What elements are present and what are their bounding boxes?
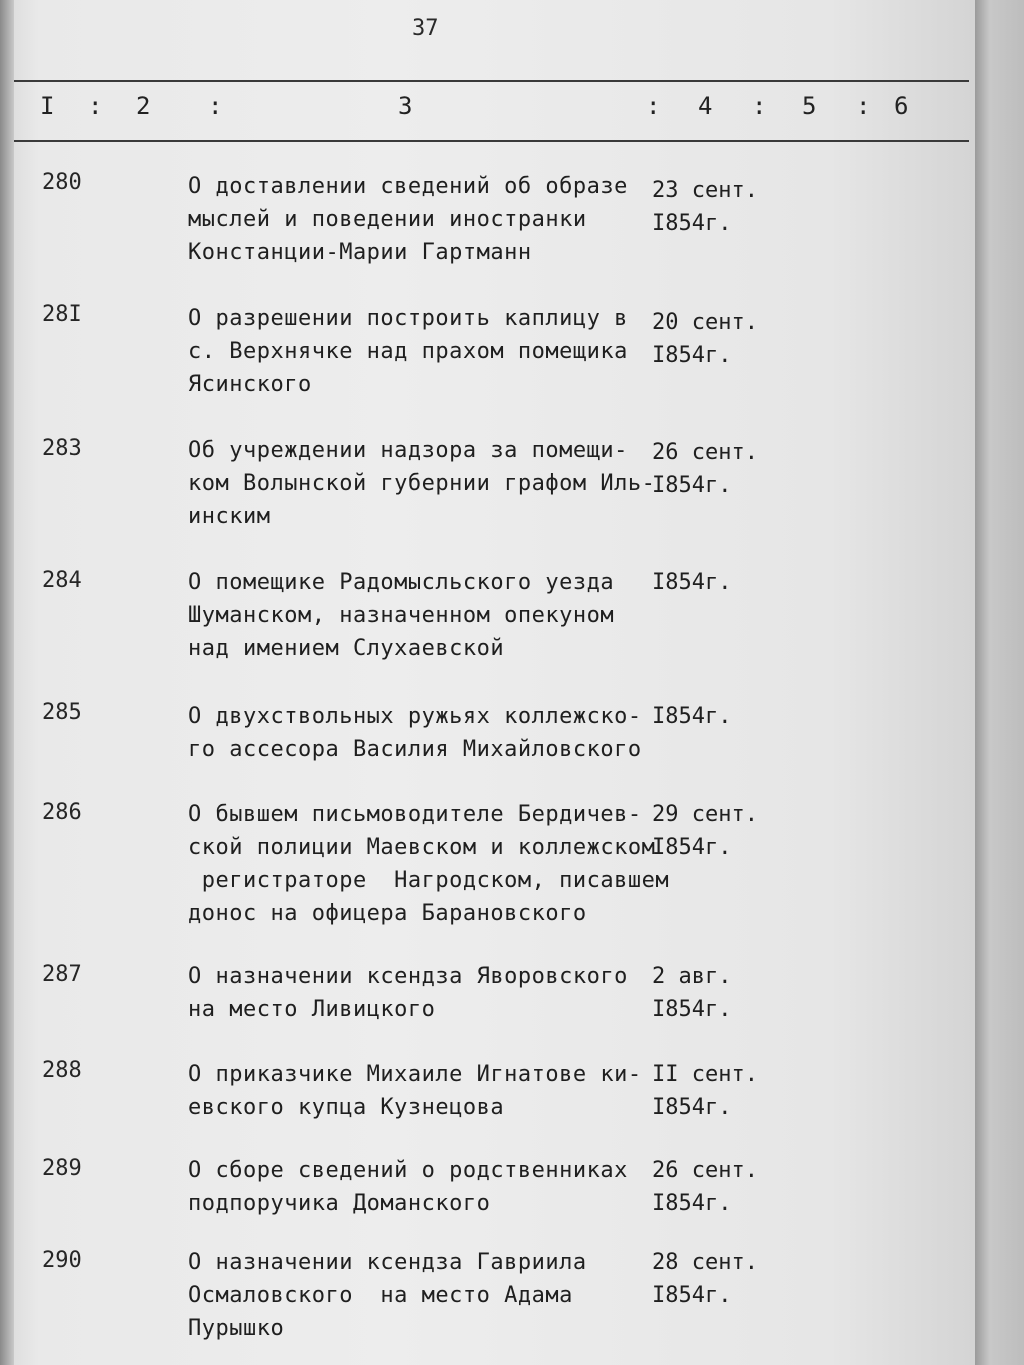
entry-date-line: 2 авг. xyxy=(652,964,732,989)
column-header-2: 2 xyxy=(136,92,151,120)
column-header-1: I xyxy=(40,92,55,120)
column-header-4: 4 xyxy=(698,92,713,120)
entry-title-line: Шуманском, назначенном опекуном xyxy=(188,603,615,628)
header-rule-top xyxy=(14,80,969,82)
entry-title-line: Ясинского xyxy=(188,372,312,397)
entry-title-line: регистраторе Нагродском, писавшем xyxy=(188,868,670,893)
entry-title-line: О доставлении сведений об образе xyxy=(188,174,628,199)
column-separator: : xyxy=(646,92,661,120)
entry-title-line: О приказчике Михаиле Игнатове ки- xyxy=(188,1062,642,1087)
entry-date xyxy=(652,566,731,599)
entry-number: 290 xyxy=(42,1248,82,1273)
entry-title-line: мыслей и поведении иностранки xyxy=(188,207,587,232)
entry-title-line: О назначении ксендза Яворовского xyxy=(188,964,628,989)
entry-title-line: О помещике Радомысльского уезда xyxy=(188,570,615,595)
entry-title-line: подпоручика Доманского xyxy=(188,1191,491,1216)
entry-title-line: Осмаловского на место Адама xyxy=(188,1283,573,1308)
column-separator: : xyxy=(88,92,103,120)
entry-number: 280 xyxy=(42,170,82,195)
entry-number: 283 xyxy=(42,436,82,461)
entry-date-line: 20 сент. xyxy=(652,310,758,335)
entry-title xyxy=(188,1058,642,1124)
entry-date xyxy=(652,174,758,240)
entry-title-line: О разрешении построить каплицу в xyxy=(188,306,628,331)
entry-date-line: 26 сент. xyxy=(652,440,758,465)
entry-title xyxy=(188,302,638,401)
entry-number: 286 xyxy=(42,800,82,825)
entry-title-line: Констанции-Марии Гартманн xyxy=(188,240,532,265)
entry-title-line: инским xyxy=(188,504,271,529)
column-header-3: 3 xyxy=(398,92,413,120)
column-header-6: 6 xyxy=(894,92,909,120)
entry-title-line: Пурышко xyxy=(188,1316,285,1341)
entry-title-line: О бывшем письмоводителе Бердичев- xyxy=(188,802,642,827)
entry-number: 284 xyxy=(42,568,82,593)
entry-title-line: Об учреждении надзора за помещи- xyxy=(188,438,628,463)
entry-date-line: 23 сент. xyxy=(652,178,758,203)
entry-date-line: I854г. xyxy=(652,1283,732,1308)
entry-date xyxy=(652,960,731,1026)
entry-number: 288 xyxy=(42,1058,82,1083)
entry-title-line: О двухствольных ружьях коллежско- xyxy=(188,704,642,729)
entry-title xyxy=(188,960,638,1026)
entry-date-line: I854г. xyxy=(652,343,732,368)
entry-date-line: 26 сент. xyxy=(652,1158,758,1183)
entry-title-line: над имением Слухаевской xyxy=(188,636,505,661)
entry-date xyxy=(652,798,758,864)
entry-title-line: донос на офицера Барановского xyxy=(188,901,587,926)
entry-date-line: I854г. xyxy=(652,1191,732,1216)
entry-title-line: О назначении ксендза Гавриила xyxy=(188,1250,587,1275)
underlying-page xyxy=(975,0,1024,1365)
entry-title-line: на место Ливицкого xyxy=(188,997,436,1022)
entry-date-line: I854г. xyxy=(652,997,732,1022)
entry-date xyxy=(652,306,758,372)
entry-date-line: I854г. xyxy=(652,704,732,729)
column-separator: : xyxy=(856,92,871,120)
entry-number: 28I xyxy=(42,302,82,327)
entry-title xyxy=(188,798,670,930)
entry-date-line: I854г. xyxy=(652,1095,732,1120)
column-separator: : xyxy=(752,92,767,120)
column-header-5: 5 xyxy=(802,92,817,120)
entry-title xyxy=(188,170,638,269)
header-rule-bottom xyxy=(14,140,969,142)
entry-title xyxy=(188,700,642,766)
entry-date-line: I854г. xyxy=(652,473,732,498)
entry-number: 289 xyxy=(42,1156,82,1181)
entry-number: 287 xyxy=(42,962,82,987)
entry-title xyxy=(188,1154,638,1220)
entry-date xyxy=(652,436,758,502)
entry-title-line: с. Верхнячке над прахом помещика xyxy=(188,339,628,364)
entry-date-line: I854г. xyxy=(652,835,732,860)
entry-date-line: I854г. xyxy=(652,211,732,236)
entry-title xyxy=(188,566,638,665)
column-separator: : xyxy=(208,92,223,120)
entry-title-line: О сборе сведений о родственниках xyxy=(188,1158,628,1183)
binding-edge xyxy=(0,0,14,1365)
entry-title-line: ской полиции Маевском и коллежском xyxy=(188,835,656,860)
entry-number: 285 xyxy=(42,700,82,725)
entry-date xyxy=(652,1058,758,1124)
entry-date-line: I854г. xyxy=(652,570,732,595)
entry-date-line: 29 сент. xyxy=(652,802,758,827)
entry-date xyxy=(652,1154,758,1220)
entry-date xyxy=(652,700,731,733)
entry-title-line: го ассесора Василия Михайловского xyxy=(188,737,642,762)
page-number: 37 xyxy=(412,16,439,41)
entry-title-line: ком Волынской губернии графом Иль- xyxy=(188,471,656,496)
entry-date-line: 28 сент. xyxy=(652,1250,758,1275)
entry-title xyxy=(188,434,656,533)
entry-date-line: II сент. xyxy=(652,1062,758,1087)
entry-date xyxy=(652,1246,758,1312)
entry-title-line: евского купца Кузнецова xyxy=(188,1095,505,1120)
entry-title xyxy=(188,1246,638,1345)
